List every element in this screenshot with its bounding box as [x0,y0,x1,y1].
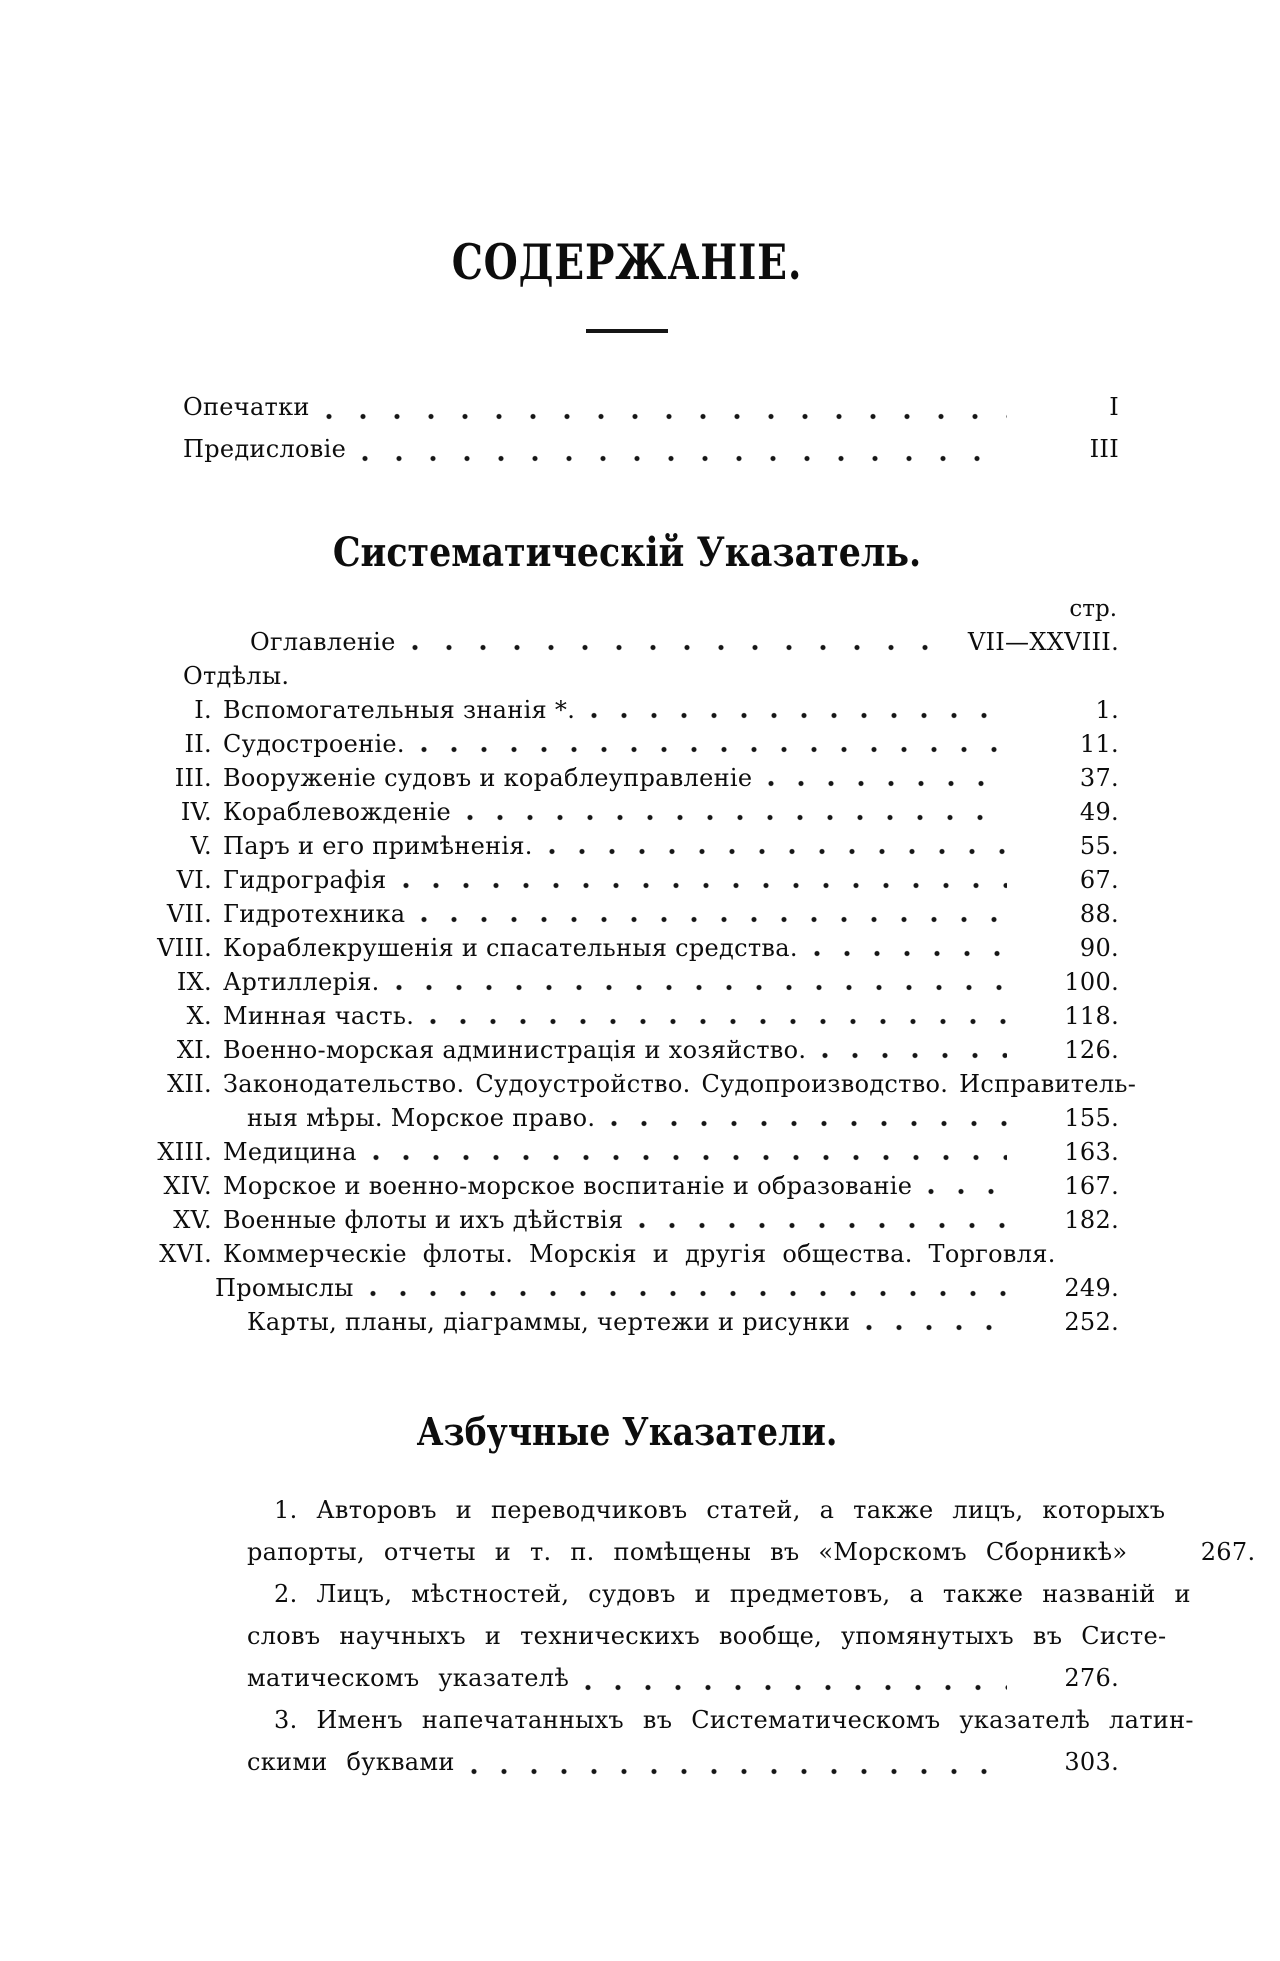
title-divider [586,329,668,333]
page-number: 90. [1079,934,1119,962]
section-numeral: XVI. [159,1240,212,1268]
entry-label: Морское и военно-морское воспитаніе и образованіе [223,1172,913,1200]
page-number: 167. [1064,1172,1119,1200]
page-number: 252. [1064,1308,1119,1336]
entry-label: Вооруженіе судовъ и кораблеуправленіе [223,764,753,792]
dot-leader [421,915,1007,924]
systematic-index-heading: Систематическій Указатель. [332,529,922,576]
dot-leader [370,1289,1007,1298]
page-number: 55. [1079,832,1119,860]
page-number: 155. [1064,1104,1119,1132]
page-number: 303. [1064,1748,1119,1776]
toc-row [135,1203,1119,1237]
toc-row [135,931,1119,965]
entry-label: Минная часть. [223,1002,415,1030]
section-numeral: XV. [173,1206,212,1234]
toc-row [135,795,1119,829]
entry-label: Военно-морская администрація и хозяйство. [223,1036,807,1064]
dot-leader [814,949,1007,958]
dot-leader [591,711,1007,720]
dot-leader [362,454,1007,463]
dot-leader [430,1017,1007,1026]
page-number: 49. [1079,798,1119,826]
toc-row [135,965,1119,999]
entry-label: Медицина [223,1138,357,1166]
entry-label: Отдѣлы. [183,662,290,690]
alphabetic-index-heading: Азбучные Указатели. [416,1409,838,1454]
entry-label: Законодательство. Судоустройство. Судопроизводство. Исправитель- [223,1070,1137,1098]
toc-row [135,386,1119,428]
dot-leader [549,847,1007,856]
dot-leader [403,881,1007,890]
alpha-index-item [135,1573,1191,1699]
toc-row [135,1271,1119,1305]
page-number: 267. [1200,1538,1256,1566]
page-number: 88. [1079,900,1119,928]
front-matter-list [135,386,1119,470]
section-numeral: II. [184,730,212,758]
entry-label: Кораблекрушенія и спасательныя средства. [223,934,798,962]
dot-leader [585,1683,1007,1692]
section-numeral: VI. [176,866,212,894]
dot-leader [326,412,1007,421]
section-numeral: I. [194,696,212,724]
section-numeral: XIII. [157,1138,212,1166]
page-number: 118. [1064,1002,1119,1030]
dot-leader [396,983,1007,992]
section-numeral: X. [186,1002,212,1030]
entry-label: Предисловіе [183,435,347,463]
section-numeral: XII. [167,1070,212,1098]
toc-row [135,1741,1119,1783]
section-numeral: IV. [180,798,212,826]
section-numeral: XI. [176,1036,212,1064]
page-number: 37. [1079,764,1119,792]
alphabetic-index-list [135,1489,1256,1783]
page-column-header: стр. [1069,596,1117,622]
entry-label: Паръ и его примѣненія. [223,832,533,860]
toc-row [135,1531,1256,1573]
dot-leader [822,1051,1007,1060]
toc-row [135,863,1119,897]
section-numeral: VIII. [157,934,212,962]
dot-leader [471,1767,1007,1776]
entry-label: Промыслы [215,1274,354,1302]
dot-leader [928,1187,1007,1196]
entry-label: Кораблевожденіе [223,798,451,826]
dot-leader [412,643,956,652]
page-number: 126. [1064,1036,1119,1064]
page-number: 67. [1079,866,1119,894]
section-numeral: IX. [176,968,212,996]
page-number: 11. [1079,730,1119,758]
entry-label: Карты, планы, діаграммы, чертежи и рисунки [247,1308,851,1336]
alpha-index-item [135,1699,1194,1783]
toc-row [135,1033,1119,1067]
page-number: 100. [1064,968,1119,996]
toc-row [135,428,1119,470]
toc-row [135,897,1119,931]
dot-leader [866,1323,1007,1332]
toc-row [135,1237,1119,1271]
page-number: 163. [1064,1138,1119,1166]
toc-row [135,1169,1119,1203]
dot-leader [639,1221,1007,1230]
dot-leader [611,1119,1007,1128]
section-numeral: XIV. [163,1172,212,1200]
entry-text-line: 2. Лицъ, мѣстностей, судовъ и предметовъ, а также названій и [274,1580,1191,1608]
page-number: VII—XXVIII. [967,628,1119,656]
page-number: 276. [1064,1664,1119,1692]
page-number: 249. [1064,1274,1119,1302]
section-numeral: VII. [166,900,212,928]
toc-row [135,761,1119,795]
entry-label: Коммерческіе флоты. Морскія и другія общества. Торговля. [223,1240,1056,1268]
page-number: I [1109,393,1119,421]
entry-label: скими буквами [247,1748,455,1776]
dot-leader [768,779,1007,788]
entry-label: Гидротехника [223,900,406,928]
dot-leader [467,813,1007,822]
entry-label: Оглавленіе [250,628,396,656]
entry-label: Вспомогательныя знанія *. [223,696,576,724]
dot-leader [373,1153,1007,1162]
entry-label: Гидрографія [223,866,387,894]
toc-row [135,1067,1137,1101]
toc-row [135,1135,1119,1169]
systematic-index-list [135,625,1137,1339]
page-title: СОДЕРЖАНІЕ. [451,233,803,291]
page-number: 1. [1095,696,1119,724]
entry-label: ныя мѣры. Морское право. [247,1104,596,1132]
entry-text-line: 3. Именъ напечатанныхъ въ Систематическомъ указателѣ латин- [274,1706,1194,1734]
entry-label: Артиллерія. [223,968,380,996]
entry-label: Опечатки [183,393,310,421]
toc-row [135,829,1119,863]
page-number: 182. [1064,1206,1119,1234]
entry-label: матическомъ указателѣ [247,1664,570,1692]
alpha-index-item [135,1489,1256,1573]
toc-row [135,1101,1119,1135]
section-numeral: V. [190,832,212,860]
toc-row [135,999,1119,1033]
entry-text-line: словъ научныхъ и техническихъ вообще, упомянутыхъ въ Систе- [247,1622,1167,1650]
page-number: III [1089,435,1119,463]
toc-row [135,1657,1119,1699]
entry-text-line: 1. Авторовъ и переводчиковъ статей, а также лицъ, которыхъ [274,1496,1166,1524]
toc-row [135,1305,1119,1339]
toc-row [135,693,1119,727]
entry-label: Военные флоты и ихъ дѣйствія [223,1206,624,1234]
toc-row [135,659,1119,693]
entry-label: Судостроеніе. [223,730,405,758]
section-numeral: III. [174,764,212,792]
toc-row [135,727,1119,761]
toc-row [135,625,1119,659]
entry-label: рапорты, отчеты и т. п. помѣщены въ «Морскомъ Сборникѣ» [247,1538,1128,1566]
dot-leader [421,745,1007,754]
